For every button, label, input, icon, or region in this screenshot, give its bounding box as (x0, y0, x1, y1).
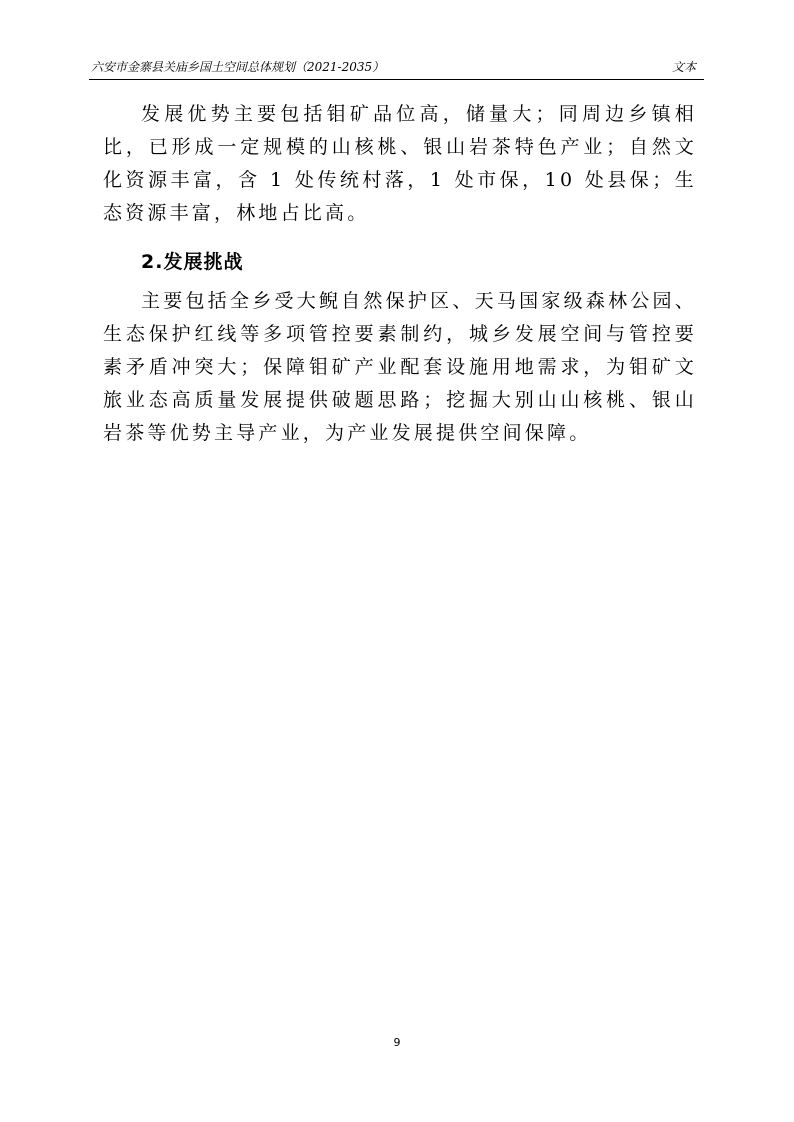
header-divider (89, 79, 704, 80)
page-header (89, 57, 704, 77)
section-heading-challenges: 2.发展挑战 (141, 251, 244, 273)
paragraph-challenges: 主要包括全乡受大鲵自然保护区、天马国家级森林公园、生态保护红线等多项管控要素制约，城乡发展空间与管控要素矛盾冲突大；保障钼矿产业配套设施用地需求，为钼矿文旅业态高质量发展提供破题思路；挖掘大别山山核桃、银山岩茶等优势主导产业，为产业发展提供空间保障。 (103, 290, 697, 444)
page-number: 9 (393, 1036, 401, 1049)
main-content (103, 98, 697, 450)
paragraph-advantages: 发展优势主要包括钼矿品位高，储量大；同周边乡镇相比，已形成一定规模的山核桃、银山岩茶特色产业；自然文化资源丰富，含 1 处传统村落，1 处市保，10 处县保；生态资源丰富，林地占比高。 (103, 103, 697, 224)
document-title: 六安市金寨县关庙乡国土空间总体规划（2021-2035） (91, 60, 385, 74)
section-label: 文本 (671, 60, 696, 74)
